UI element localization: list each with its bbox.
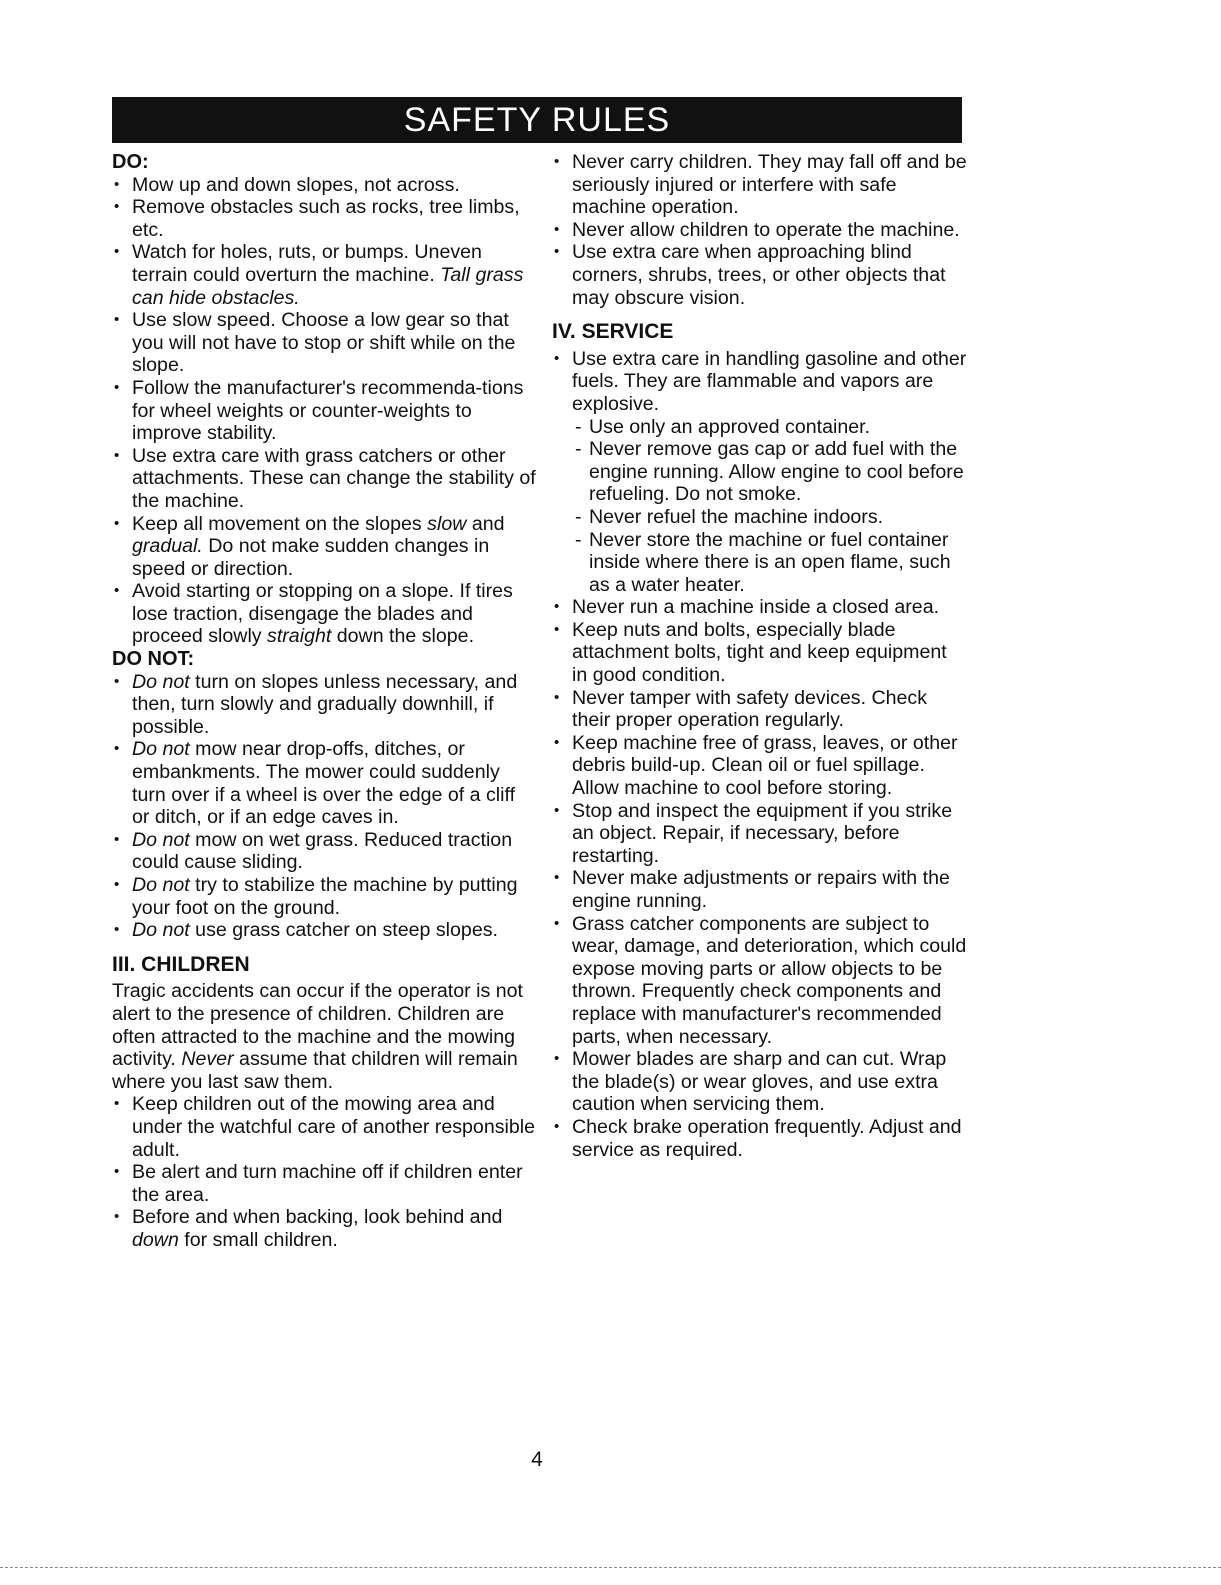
- list-item: • Do not try to stabilize the machine by putting your foot on the ground.: [112, 874, 537, 919]
- list-item: • Grass catcher components are subject to wear, damage, and deterioration, which could expose moving parts or allow objects to be thrown. Frequently check components and replace with manufacturer's recommended parts, when necessary.: [552, 913, 967, 1049]
- list-item: • Never run a machine inside a closed area.: [552, 596, 967, 619]
- list-item: • Never carry children. They may fall off and be seriously injured or interfere with safe machine operation.: [552, 151, 967, 219]
- list-item: • Before and when backing, look behind and down for small children.: [112, 1206, 537, 1251]
- children-heading: III. CHILDREN: [112, 952, 250, 976]
- service-list: [552, 348, 967, 1161]
- left-column: [112, 151, 537, 1252]
- list-item: • Never make adjustments or repairs with the engine running.: [552, 867, 967, 912]
- emphasis: gradual.: [132, 535, 203, 558]
- scan-edge-line: [0, 1567, 1221, 1568]
- emphasis: straight: [267, 625, 332, 648]
- emphasis: Do not: [132, 738, 190, 761]
- sub-item: - Use only an approved container.: [572, 416, 967, 439]
- list-item: • Mow up and down slopes, not across.: [112, 174, 537, 197]
- list-item: • Be alert and turn machine off if children enter the area.: [112, 1161, 537, 1206]
- list-item: • Do not mow near drop-offs, ditches, or embankments. The mower could suddenly turn over if a wheel is over the edge of a cliff or ditch, or if an edge caves in.: [112, 738, 537, 828]
- emphasis: down: [132, 1228, 179, 1251]
- list-item: • Use slow speed. Choose a low gear so that you will not have to stop or shift while on the slope.: [112, 309, 537, 377]
- sub-item: - Never store the machine or fuel container inside where there is an open flame, such as a water heater.: [572, 529, 967, 597]
- list-item: • Follow the manufacturer's recommenda-tions for wheel weights or counter-weights to improve stability.: [112, 377, 537, 445]
- list-item: • Keep children out of the mowing area and under the watchful care of another responsible adult.: [112, 1093, 537, 1161]
- list-item: • Check brake operation frequently. Adjust and service as required.: [552, 1116, 967, 1161]
- emphasis: Do not: [132, 874, 190, 896]
- sub-item: - Never remove gas cap or add fuel with the engine running. Allow engine to cool before refueling. Do not smoke.: [572, 438, 967, 506]
- do-not-list: [112, 671, 537, 942]
- service-first-text: Use extra care in handling gasoline and other fuels. They are flammable and vapors are explosive.: [572, 347, 967, 415]
- service-sublist: [572, 416, 967, 597]
- list-item: • Never allow children to operate the machine.: [552, 219, 967, 242]
- list-item: • Avoid starting or stopping on a slope. If tires lose traction, disengage the blades and proceed slowly straight down the slope.: [112, 580, 537, 648]
- emphasis: Never: [181, 1048, 234, 1071]
- list-item: [552, 348, 967, 597]
- list-item: • Keep machine free of grass, leaves, or other debris build-up. Clean oil or fuel spillage. Allow machine to cool before storing.: [552, 732, 967, 800]
- list-item: • Remove obstacles such as rocks, tree limbs, etc.: [112, 196, 537, 241]
- service-heading: IV. SERVICE: [552, 320, 674, 344]
- emphasis: slow: [427, 512, 467, 535]
- emphasis: Tall grass can hide obstacles.: [132, 263, 524, 309]
- do-heading: DO:: [112, 151, 149, 173]
- list-item: • Keep all movement on the slopes slow and gradual. Do not make sudden changes in speed or direction.: [112, 513, 537, 581]
- list-item: • Keep nuts and bolts, especially blade attachment bolts, tight and keep equipment in good condition.: [552, 619, 967, 687]
- do-list: [112, 174, 537, 648]
- sub-item: - Never refuel the machine indoors.: [572, 506, 967, 529]
- list-item: • Do not turn on slopes unless necessary, and then, turn slowly and gradually downhill, if possible.: [112, 671, 537, 739]
- list-item: • Watch for holes, ruts, or bumps. Uneven terrain could overturn the machine. Tall grass can hide obstacles.: [112, 241, 537, 309]
- children-list-continued: [552, 151, 967, 309]
- list-item: • Do not mow on wet grass. Reduced traction could cause sliding.: [112, 829, 537, 874]
- list-item: • Stop and inspect the equipment if you strike an object. Repair, if necessary, before restarting.: [552, 800, 967, 868]
- list-item: • Mower blades are sharp and can cut. Wrap the blade(s) or wear gloves, and use extra caution when servicing them.: [552, 1048, 967, 1116]
- list-item: • Do not use grass catcher on steep slopes.: [112, 919, 537, 942]
- list-item: • Use extra care when approaching blind corners, shrubs, trees, or other objects that may obscure vision.: [552, 241, 967, 309]
- page-number: 4: [531, 1448, 543, 1471]
- do-not-heading: DO NOT:: [112, 648, 195, 671]
- list-item: • Never tamper with safety devices. Check their proper operation regularly.: [552, 687, 967, 732]
- emphasis: Do not: [132, 828, 190, 851]
- page-title: SAFETY RULES: [112, 97, 962, 143]
- children-intro: Tragic accidents can occur if the operator is not alert to the presence of children. Children are often attracted to the machine and the mowing activity. Never assume that children will remain where you last saw them.: [112, 980, 523, 1093]
- list-item: • Use extra care with grass catchers or other attachments. These can change the stability of the machine.: [112, 445, 537, 513]
- emphasis: Do not: [132, 670, 190, 693]
- right-column: [552, 151, 967, 1161]
- emphasis: Do not: [132, 919, 190, 942]
- children-list: [112, 1093, 537, 1251]
